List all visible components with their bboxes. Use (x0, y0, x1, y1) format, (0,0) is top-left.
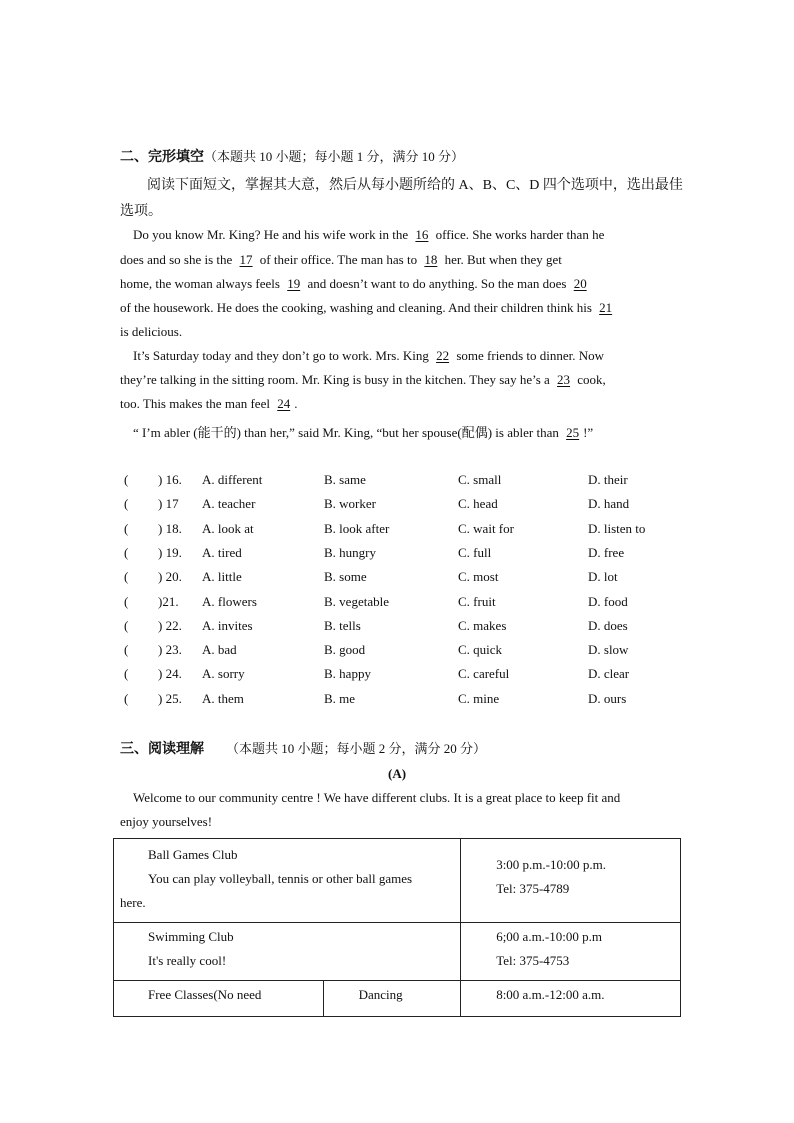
question-number: ) 20. (158, 569, 182, 585)
option-b: B. me (324, 690, 356, 706)
table-row (114, 981, 681, 1017)
option-a: A. tired (202, 544, 242, 560)
swim-club-tel: Tel: 375-4753 (496, 953, 570, 968)
question-row (124, 521, 684, 541)
answer-paren: ( (124, 617, 129, 633)
passage-text: of the housework. He does the cooking, washing and cleaning. And their children think his (120, 300, 596, 315)
passage-text: too. This makes the man feel (120, 396, 274, 411)
blank-number: 21 (599, 300, 613, 315)
option-c: C. quick (458, 642, 503, 658)
question-number: ) 25. (158, 690, 182, 706)
ball-club-cell (114, 839, 461, 923)
answer-paren: ( (124, 544, 129, 560)
dancing-label: Dancing (358, 987, 403, 1002)
option-a: A. different (202, 472, 263, 487)
option-a: A. flowers (202, 593, 257, 609)
option-a: A. bad (202, 642, 237, 658)
option-d: D. lot (588, 569, 618, 585)
option-d: D. ours (588, 690, 627, 706)
question-row (124, 618, 684, 638)
question-row (124, 594, 684, 614)
option-c: C. fruit (458, 593, 496, 609)
passage-line (133, 227, 604, 243)
option-b: B. tells (324, 617, 361, 633)
intro-line-2: enjoy yourselves! (120, 814, 213, 829)
swim-club-time: 6;00 a.m.-10:00 p.m (496, 929, 602, 944)
answer-paren: ( (124, 496, 129, 512)
free-classes-cell (114, 981, 324, 1017)
section2-title: 二、完形填空 (120, 150, 204, 165)
answer-paren: ( (124, 569, 129, 585)
question-number: ) 24. (158, 666, 182, 682)
passage-line (120, 396, 297, 412)
question-number: ) 23. (158, 642, 182, 658)
passage-text: Do you know Mr. King? He and his wife work in the (133, 227, 412, 242)
part-label: (A) (388, 766, 407, 781)
clubs-table (113, 838, 681, 1017)
option-b: B. vegetable (324, 593, 389, 609)
passage-line (120, 324, 182, 340)
passage-line (120, 300, 616, 316)
ball-club-tel: Tel: 375-4789 (496, 881, 570, 896)
option-d: D. free (588, 544, 625, 560)
swim-club-cell (114, 923, 461, 981)
option-b: B. good (324, 642, 366, 658)
table-row (114, 839, 681, 923)
option-a: A. teacher (202, 496, 256, 512)
ball-club-desc: You can play volleyball, tennis or other ball games (148, 871, 413, 886)
blank-number: 20 (573, 276, 587, 291)
instruction-line-2: 选项。 (120, 204, 162, 219)
option-c: C. careful (458, 666, 510, 682)
blank-number: 17 (239, 252, 253, 267)
passage-text: does and so she is the (120, 252, 236, 267)
instruction-line-1: 阅读下面短文，掌握其大意，然后从每小题所给的 A、B、C、D 四个选项中，选出最佳 (147, 178, 683, 193)
question-number: ) 19. (158, 544, 182, 560)
passage-text: home, the woman always feels (120, 276, 284, 291)
option-d: D. their (588, 472, 628, 487)
option-c: C. most (458, 569, 499, 585)
option-d: D. does (588, 617, 628, 633)
answer-paren: ( (124, 472, 129, 487)
question-row (124, 691, 684, 711)
question-row (124, 472, 684, 492)
option-a: A. them (202, 690, 244, 706)
ball-club-name: Ball Games Club (148, 847, 238, 862)
ball-club-time: 3:00 p.m.-10:00 p.m. (496, 857, 606, 872)
passage-text: some friends to dinner. Now (453, 348, 605, 363)
swim-club-name: Swimming Club (148, 929, 234, 944)
passage-line (120, 276, 591, 292)
option-a: A. invites (202, 617, 253, 633)
passage-text: “ I’m abler (能干的) than her,” said Mr. King, “but her spouse(配偶) is abler than (133, 425, 563, 440)
answer-paren: ( (124, 666, 129, 682)
option-d: D. slow (588, 642, 629, 658)
option-c: C. full (458, 544, 492, 560)
free-classes-time: 8:00 a.m.-12:00 a.m. (496, 987, 605, 1002)
blank-number: 23 (557, 372, 571, 387)
intro-line-1: Welcome to our community centre ! We have different clubs. It is a great place to keep fit and (133, 790, 621, 805)
answer-paren: ( (124, 520, 129, 536)
option-a: A. look at (202, 520, 254, 536)
question-row (124, 642, 684, 662)
question-number: ) 16. (158, 472, 182, 487)
section3-note: （本题共 10 小题；每小题 2 分，满分 20 分） (226, 741, 487, 756)
passage-text: is delicious. (120, 324, 183, 339)
blank-number: 25 (566, 425, 580, 440)
option-c: C. wait for (458, 520, 514, 536)
section3-heading (120, 738, 486, 758)
passage-text: and doesn’t want to do anything. So the man does (304, 276, 570, 291)
question-number: ) 17 (158, 496, 179, 512)
blank-number: 18 (424, 252, 438, 267)
blank-number: 19 (287, 276, 301, 291)
swim-club-desc: It's really cool! (148, 953, 227, 968)
ball-club-info-cell (461, 839, 681, 923)
blank-number: 16 (415, 227, 429, 242)
blank-number: 22 (436, 348, 450, 363)
answer-paren: ( (124, 690, 129, 706)
swim-club-info-cell (461, 923, 681, 981)
passage-text: cook, (574, 372, 606, 387)
option-b: B. look after (324, 520, 390, 536)
section3-title: 三、阅读理解 (120, 742, 204, 757)
table-row (114, 923, 681, 981)
option-b: B. same (324, 472, 366, 487)
blank-number: 24 (277, 396, 291, 411)
option-a: A. sorry (202, 666, 245, 682)
option-b: B. some (324, 569, 367, 585)
question-number: )21. (158, 593, 179, 609)
option-b: B. hungry (324, 544, 376, 560)
ball-club-desc-2: here. (120, 895, 146, 910)
section2-heading (120, 146, 464, 166)
question-row (124, 545, 684, 565)
passage-text: of their office. The man has to (256, 252, 421, 267)
option-c: C. makes (458, 617, 507, 633)
question-row (124, 666, 684, 686)
question-number: ) 18. (158, 520, 182, 536)
option-d: D. hand (588, 496, 630, 512)
option-b: B. happy (324, 666, 371, 682)
passage-line (120, 372, 606, 388)
passage-text: her. But when they get (441, 252, 562, 267)
passage-text: . (294, 396, 298, 411)
question-row (124, 496, 684, 516)
option-a: A. little (202, 569, 242, 585)
passage-line (120, 252, 562, 268)
option-c: C. head (458, 496, 498, 512)
option-d: D. food (588, 593, 628, 609)
answer-paren: ( (124, 593, 129, 609)
free-classes-name: Free Classes(No need (148, 987, 262, 1002)
option-b: B. worker (324, 496, 376, 512)
option-c: C. small (458, 472, 502, 487)
option-d: D. clear (588, 666, 630, 682)
passage-line (133, 348, 604, 364)
passage-line (133, 422, 593, 441)
question-row (124, 569, 684, 589)
passage-text: It’s Saturday today and they don’t go to work. Mrs. King (133, 348, 433, 363)
dancing-cell (323, 981, 461, 1017)
answer-paren: ( (124, 642, 129, 658)
option-c: C. mine (458, 690, 500, 706)
option-d: D. listen to (588, 520, 646, 536)
passage-text: office. She works harder than he (432, 227, 605, 242)
section2-note: （本题共 10 小题；每小题 1 分，满分 10 分） (204, 149, 465, 164)
question-number: ) 22. (158, 617, 182, 633)
free-classes-time-cell (461, 981, 681, 1017)
passage-text: !” (583, 425, 594, 440)
passage-text: they’re talking in the sitting room. Mr. King is busy in the kitchen. They say he’s a (120, 372, 554, 387)
